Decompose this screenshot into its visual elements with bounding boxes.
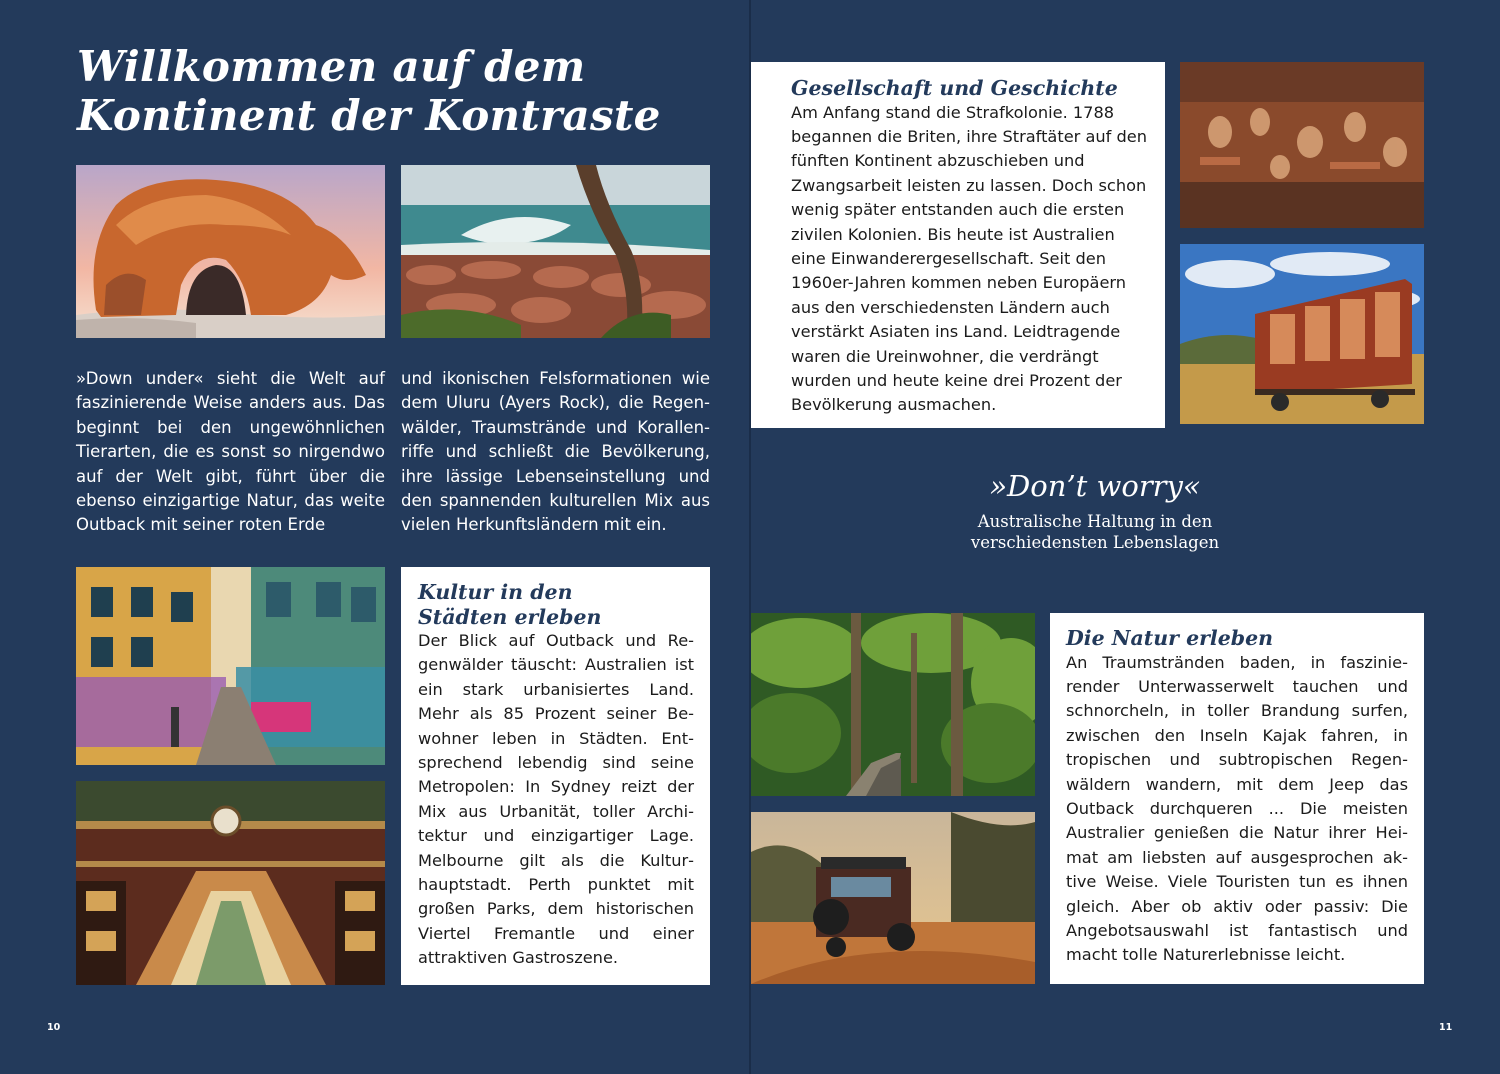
left-page — [0, 0, 749, 1074]
natur-text: An Traumstränden baden, in faszinierender Unterwasserwelt tauchen und schnorcheln, in toller Brandung surfen, zwischen den Inseln Kajak fahren, in tropischen und subtropischen Regenwäldern wandern, mit dem Jeep das Outback durchqueren ... Die meisten Australier genießen die Natur ihrer Heimat am liebsten auf ausgesprochen aktive Weise. Viele Touristen tun es ihnen gleich. Aber ob aktiv oder passiv: Die Angebotsauswahl ist fantastisch und macht tolle Naturerlebnisse leicht. — [1066, 652, 1408, 965]
intro-text-col-1: »Down under« sieht die Welt auf faszinierende Weise anders aus. Das beginnt bei den ungewöhnlichen Tierarten, die es sonst so nirgendwo auf der Welt gibt, führt über die ebenso einzigartige Natur, das weite Outback mit seiner roten Erde — [76, 369, 385, 535]
photo-remarkable-rocks — [76, 165, 385, 338]
photo-surf-coast — [401, 165, 710, 338]
kultur-heading — [418, 580, 694, 629]
photo-outback-jeep — [751, 812, 1035, 984]
pull-quote-caption-line-1: Australische Haltung in den — [977, 512, 1213, 531]
kultur-heading-line-1: Kultur in den — [418, 580, 573, 604]
page-title — [77, 42, 737, 140]
kultur-text: Der Blick auf Outback und Regenwälder täuscht: Australien ist ein stark urbanisiertes Land. Mehr als 85 Prozent seiner Bewohner leben in Städten. Entsprechend lebendig sind seine Metropolen: In Sydney reizt der Mix aus Urbanität, toller Architektur und einzigartiger Lage. Melbourne gilt als die Kulturhauptstadt. Perth punktet mit großen Parks, dem historischen Viertel Fremantle und einer attraktiven Gastroszene. — [418, 631, 694, 968]
gesellschaft-heading: Gesellschaft und Geschichte — [791, 76, 1118, 100]
photo-rock-art — [1180, 62, 1424, 228]
photo-shopping-arcade — [76, 781, 385, 985]
title-line-1: Willkommen auf dem — [77, 42, 586, 91]
natur-heading: Die Natur erleben — [1066, 626, 1274, 650]
gesellschaft-text: Am Anfang stand die Strafkolonie. 1788 begannen die Briten, ihre Straftäter auf den fünften Kontinent abzuschieben und Zwangsarbeit leisten zu lassen. Doch schon wenig später entstanden auch die ersten zivilen Kolonien. Bis heute ist Australien eine Einwanderergesellschaft. Seit den 1960er-Jahren kommen neben Europäern aus den verschiedensten Ländern auch verstärkt Asiaten ins Land. Leidtragende waren die Ureinwohner, die verdrängt wurden und heute keine drei Prozent der Bevölkerung ausmachen. — [791, 102, 1147, 415]
intro-text-col-2: und ikonischen Felsformationen wie dem Uluru (Ayers Rock), die Regenwälder, Traumstrände und Korallenriffe und schließt die Bevölkerung, ihre lässige Lebenseinstellung und den spannenden kulturellen Mix aus vielen Herkunftsländern mit ein. — [401, 369, 710, 535]
page-number-right: 11 — [1439, 1022, 1453, 1033]
pull-quote-caption-line-2: verschiedensten Lebenslagen — [970, 532, 1220, 552]
page-number-left: 10 — [47, 1022, 61, 1033]
kultur-heading-line-2: Städten erleben — [418, 604, 602, 629]
photo-graffiti-lane — [76, 567, 385, 765]
pull-quote-caption — [945, 512, 1245, 553]
gesellschaft-box — [751, 62, 1165, 428]
natur-box — [1050, 613, 1424, 984]
kultur-box — [401, 567, 710, 985]
photo-old-train — [1180, 244, 1424, 424]
pull-quote: »Don’t worry« — [989, 469, 1201, 503]
title-line-2: Kontinent der Kontraste — [77, 91, 661, 140]
photo-rainforest — [751, 613, 1035, 796]
